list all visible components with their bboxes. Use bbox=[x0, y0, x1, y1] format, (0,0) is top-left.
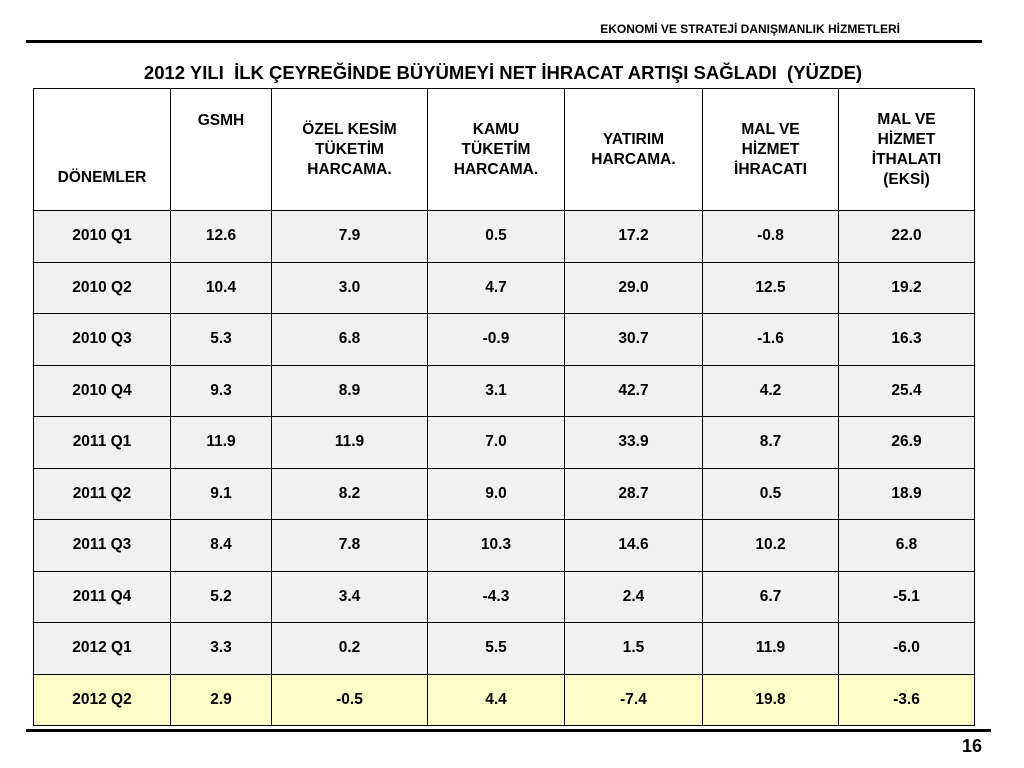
cell-kamu: 3.1 bbox=[428, 365, 565, 417]
cell-ithalat: -3.6 bbox=[839, 674, 975, 726]
cell-gsmh: 2.9 bbox=[171, 674, 272, 726]
cell-ihracat: 8.7 bbox=[703, 417, 839, 469]
cell-ozel-kesim: 0.2 bbox=[272, 623, 428, 675]
cell-ithalat: -6.0 bbox=[839, 623, 975, 675]
cell-yatirim: 29.0 bbox=[565, 262, 703, 314]
column-header-kamu: KAMU TÜKETİM HARCAMA. bbox=[428, 89, 565, 211]
cell-gsmh: 10.4 bbox=[171, 262, 272, 314]
cell-ithalat: 16.3 bbox=[839, 314, 975, 366]
cell-yatirim: 17.2 bbox=[565, 211, 703, 263]
cell-ihracat: -0.8 bbox=[703, 211, 839, 263]
cell-gsmh: 11.9 bbox=[171, 417, 272, 469]
cell-kamu: 10.3 bbox=[428, 520, 565, 572]
cell-ihracat: 6.7 bbox=[703, 571, 839, 623]
cell-period: 2011 Q2 bbox=[34, 468, 171, 520]
column-header-ihracat: MAL VE HİZMET İHRACATI bbox=[703, 89, 839, 211]
cell-period: 2010 Q1 bbox=[34, 211, 171, 263]
cell-ihracat: 4.2 bbox=[703, 365, 839, 417]
cell-ozel-kesim: 11.9 bbox=[272, 417, 428, 469]
cell-yatirim: 42.7 bbox=[565, 365, 703, 417]
cell-kamu: 7.0 bbox=[428, 417, 565, 469]
cell-ihracat: 10.2 bbox=[703, 520, 839, 572]
cell-ihracat: 11.9 bbox=[703, 623, 839, 675]
cell-yatirim: 1.5 bbox=[565, 623, 703, 675]
cell-ozel-kesim: 3.4 bbox=[272, 571, 428, 623]
column-header-donemler: DÖNEMLER bbox=[34, 89, 171, 211]
cell-period: 2010 Q3 bbox=[34, 314, 171, 366]
cell-period: 2011 Q1 bbox=[34, 417, 171, 469]
column-header-ozel-kesim: ÖZEL KESİM TÜKETİM HARCAMA. bbox=[272, 89, 428, 211]
cell-ozel-kesim: 7.9 bbox=[272, 211, 428, 263]
cell-yatirim: 2.4 bbox=[565, 571, 703, 623]
cell-ithalat: 22.0 bbox=[839, 211, 975, 263]
table-row bbox=[34, 417, 975, 469]
table-header-row bbox=[34, 89, 975, 211]
cell-ihracat: 12.5 bbox=[703, 262, 839, 314]
cell-ozel-kesim: -0.5 bbox=[272, 674, 428, 726]
table-row bbox=[34, 365, 975, 417]
page-number: 16 bbox=[961, 736, 982, 756]
column-header-gsmh: GSMH bbox=[171, 89, 272, 211]
cell-kamu: 4.4 bbox=[428, 674, 565, 726]
cell-kamu: 0.5 bbox=[428, 211, 565, 263]
cell-ithalat: 26.9 bbox=[839, 417, 975, 469]
cell-kamu: 9.0 bbox=[428, 468, 565, 520]
table-row bbox=[34, 571, 975, 623]
bottom-divider bbox=[26, 729, 991, 732]
cell-period: 2010 Q2 bbox=[34, 262, 171, 314]
company-header: EKONOMİ VE STRATEJİ DANIŞMANLIK HİZMETLERİ bbox=[600, 22, 900, 36]
column-header-ithalat: MAL VE HİZMET İTHALATI (EKSİ) bbox=[839, 89, 975, 211]
cell-gsmh: 5.2 bbox=[171, 571, 272, 623]
table-row bbox=[34, 520, 975, 572]
cell-ithalat: 6.8 bbox=[839, 520, 975, 572]
cell-gsmh: 8.4 bbox=[171, 520, 272, 572]
table-row bbox=[34, 314, 975, 366]
cell-yatirim: 33.9 bbox=[565, 417, 703, 469]
cell-kamu: 4.7 bbox=[428, 262, 565, 314]
table-row bbox=[34, 262, 975, 314]
table-row bbox=[34, 674, 975, 726]
cell-ithalat: 19.2 bbox=[839, 262, 975, 314]
cell-period: 2012 Q2 bbox=[34, 674, 171, 726]
cell-ozel-kesim: 3.0 bbox=[272, 262, 428, 314]
cell-period: 2011 Q4 bbox=[34, 571, 171, 623]
cell-gsmh: 9.3 bbox=[171, 365, 272, 417]
slide-title: 2012 YILI İLK ÇEYREĞİNDE BÜYÜMEYİ NET İHRACAT ARTIŞI SAĞLADI (YÜZDE) bbox=[143, 62, 863, 83]
cell-ozel-kesim: 8.2 bbox=[272, 468, 428, 520]
cell-ozel-kesim: 8.9 bbox=[272, 365, 428, 417]
table-body bbox=[34, 211, 975, 726]
cell-ozel-kesim: 6.8 bbox=[272, 314, 428, 366]
cell-yatirim: 30.7 bbox=[565, 314, 703, 366]
growth-table bbox=[33, 88, 975, 726]
cell-ihracat: 19.8 bbox=[703, 674, 839, 726]
table-row bbox=[34, 623, 975, 675]
cell-gsmh: 9.1 bbox=[171, 468, 272, 520]
cell-kamu: -4.3 bbox=[428, 571, 565, 623]
cell-ithalat: 18.9 bbox=[839, 468, 975, 520]
cell-gsmh: 3.3 bbox=[171, 623, 272, 675]
cell-ihracat: -1.6 bbox=[703, 314, 839, 366]
column-header-yatirim: YATIRIM HARCAMA. bbox=[565, 89, 703, 211]
cell-yatirim: -7.4 bbox=[565, 674, 703, 726]
cell-ithalat: -5.1 bbox=[839, 571, 975, 623]
cell-ihracat: 0.5 bbox=[703, 468, 839, 520]
cell-yatirim: 14.6 bbox=[565, 520, 703, 572]
cell-ozel-kesim: 7.8 bbox=[272, 520, 428, 572]
cell-kamu: -0.9 bbox=[428, 314, 565, 366]
cell-gsmh: 5.3 bbox=[171, 314, 272, 366]
cell-gsmh: 12.6 bbox=[171, 211, 272, 263]
table-row bbox=[34, 468, 975, 520]
table-row bbox=[34, 211, 975, 263]
cell-yatirim: 28.7 bbox=[565, 468, 703, 520]
top-divider bbox=[26, 40, 982, 43]
cell-period: 2010 Q4 bbox=[34, 365, 171, 417]
cell-period: 2011 Q3 bbox=[34, 520, 171, 572]
cell-ithalat: 25.4 bbox=[839, 365, 975, 417]
cell-period: 2012 Q1 bbox=[34, 623, 171, 675]
cell-kamu: 5.5 bbox=[428, 623, 565, 675]
